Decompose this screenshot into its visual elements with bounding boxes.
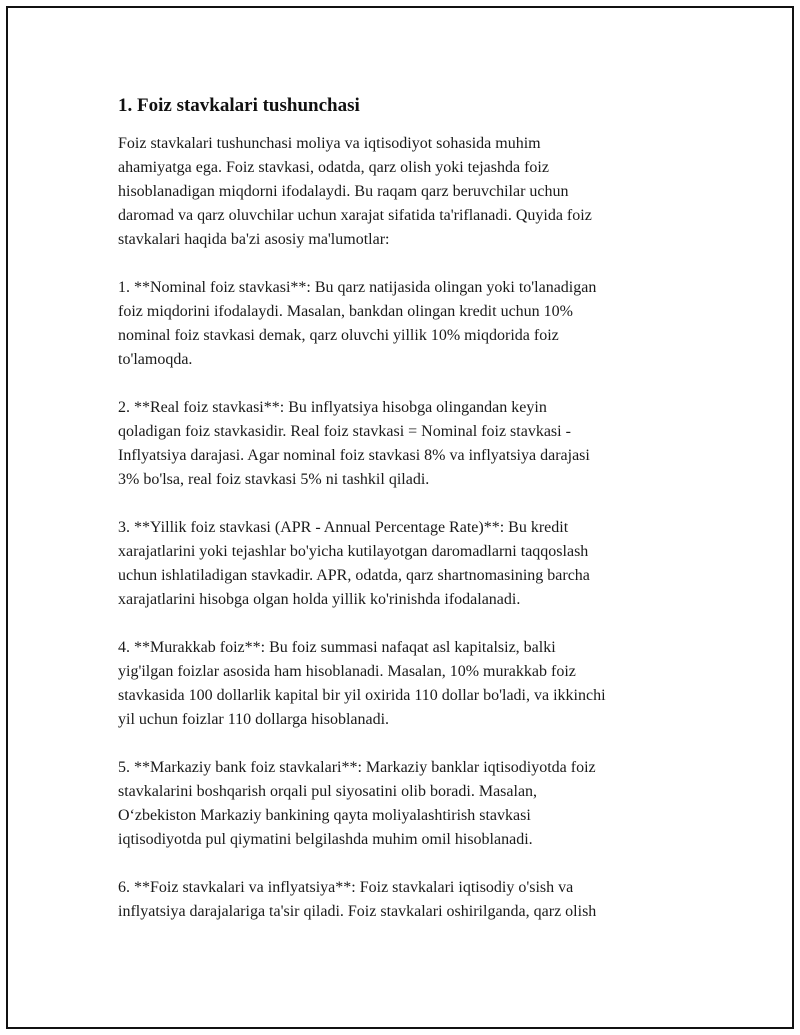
paragraph-compound-interest: 4. **Murakkab foiz**: Bu foiz summasi nafaqat asl kapitalsiz, balki yig'ilgan foizlar asosida ham hisoblanadi. Masalan, 10% murakkab foiz stavkasida 100 dollarlik kapital bir yil oxirida 110 dollar bo'ladi, va ikkinchi yil uchun foizlar 110 dollarga hisoblanadi. [118, 639, 606, 728]
paragraph-apr: 3. **Yillik foiz stavkasi (APR - Annual Percentage Rate)**: Bu kredit xarajatlarini yoki tejashlar bo'yicha kutilayotgan daromadlarni taqqoslash uchun ishlatiladigan stavkadir. APR, odatda, qarz shartnomasining barcha xarajatlarini hisobga olgan holda yillik ko'rinishda ifodalanadi. [118, 519, 590, 608]
paragraph-central-bank: 5. **Markaziy bank foiz stavkalari**: Markaziy banklar iqtisodiyotda foiz stavkalarini boshqarish orqali pul siyosatini olib boradi. Masalan, O‘zbekiston Markaziy bankining qayta moliyalashtirish stavkasi iqtisodiyotda pul qiymatini belgilashda muhim omil hisoblanadi. [118, 759, 596, 848]
paragraph-real-rate: 2. **Real foiz stavkasi**: Bu inflyatsiya hisobga olingandan keyin qoladigan foiz stavkasidir. Real foiz stavkasi = Nominal foiz stavkasi - Inflyatsiya darajasi. Agar nominal foiz stavkasi 8% va inflyatsiya darajasi 3% bo'lsa, real foiz stavkasi 5% ni tashkil qiladi. [118, 399, 590, 488]
intro-paragraph: Foiz stavkalari tushunchasi moliya va iqtisodiyot sohasida muhim ahamiyatga ega. Foiz stavkasi, odatda, qarz olish yoki tejashda foiz hisoblanadigan miqdorni ifodalaydi. Bu raqam qarz beruvchilar uchun daromad va qarz oluvchilar uchun xarajat sifatida ta'riflanadi. Quyida foiz stavkalari haqida ba'zi asosiy ma'lumotlar: [118, 135, 592, 248]
paragraph-nominal-rate: 1. **Nominal foiz stavkasi**: Bu qarz natijasida olingan yoki to'lanadigan foiz miqdorini ifodalaydi. Masalan, bankdan olingan kredit uchun 10% nominal foiz stavkasi demak, qarz oluvchi yillik 10% miqdorida foiz to'lamoqda. [118, 279, 597, 368]
document-body [118, 92, 688, 948]
paragraph-inflation: 6. **Foiz stavkalari va inflyatsiya**: Foiz stavkalari iqtisodiy o'sish va inflyatsiya darajalariga ta'sir qiladi. Foiz stavkalari oshirilganda, qarz olish [118, 879, 597, 920]
section-title: 1. Foiz stavkalari tushunchasi [118, 95, 360, 116]
